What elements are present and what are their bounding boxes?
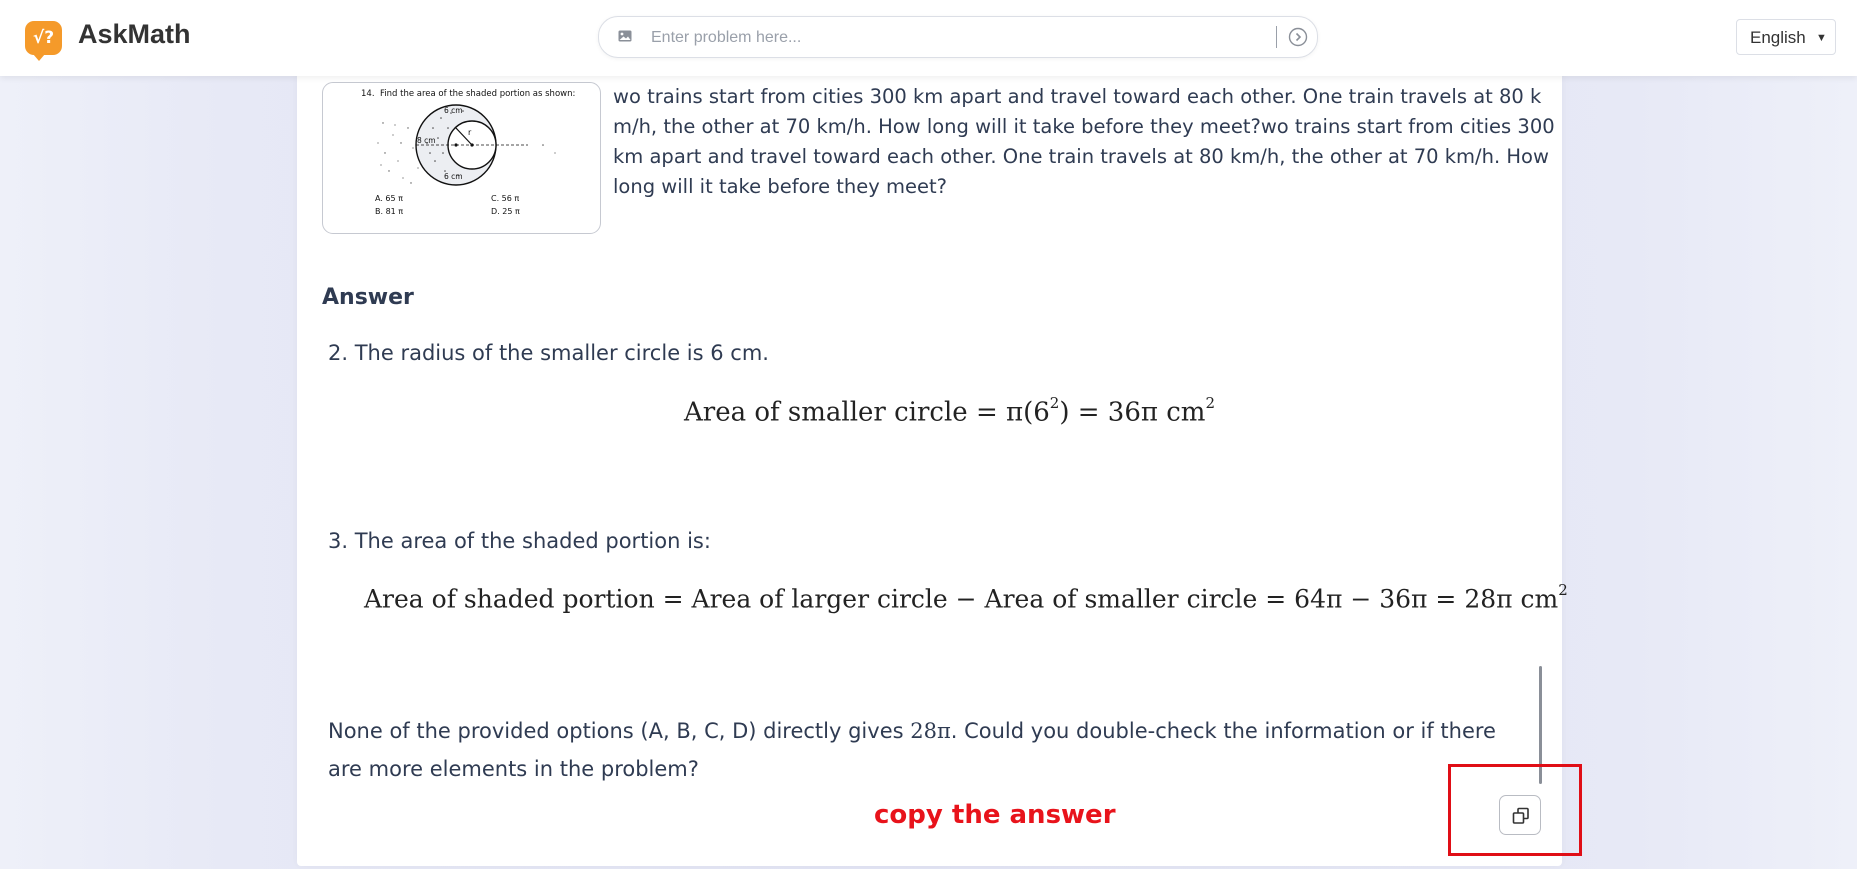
search-bar [598, 16, 1318, 58]
thumb-number: 14. [361, 89, 375, 99]
thumb-dim-left: 8 cm [417, 136, 436, 145]
answer-note: None of the provided options (A, B, C, D) directly gives 28π. Could you double-check the information or if there are more elements in the problem? [328, 719, 1496, 781]
formula-shaded-portion: Area of shaded portion = Area of larger circle − Area of smaller circle = 64π − 36π = 28π $cm^2$ [364, 581, 1568, 614]
logo-icon[interactable]: √? [25, 21, 62, 55]
chevron-down-icon: ▼ [1816, 32, 1827, 44]
formula-smaller-circle: Area of smaller circle = $\pi(6^2) = 36\pi$ $cm^2$ [684, 394, 1215, 428]
answer-step-2: 2. The radius of the smaller circle is 6 cm. [328, 341, 769, 365]
thumb-instruction: Find the area of the shaded portion as shown: [380, 89, 576, 99]
question-text: wo trains start from cities 300 km apart and travel toward each other. One train travels at 80 km/h, the other at 70 km/h. How long will it take before they meet?wo trains start from cities 300 km apart and travel toward each other. One train travels at 80 km/h, the other at 70 km/h. How long will it take before they meet? [613, 85, 1555, 198]
copy-button[interactable] [1499, 795, 1541, 835]
top-header [0, 0, 1857, 76]
language-select[interactable] [1736, 19, 1836, 55]
search-divider [1276, 26, 1277, 48]
thumb-option-b: B. 81 π [375, 207, 404, 216]
thumb-radius-label: r [468, 128, 472, 137]
copy-icon [1511, 806, 1531, 826]
language-label: English [1750, 28, 1806, 47]
thumb-option-a: A. 65 π [375, 194, 403, 203]
problem-input[interactable] [649, 25, 1253, 51]
image-icon[interactable] [618, 30, 632, 42]
thumb-option-d: D. 25 π [491, 207, 520, 216]
answer-heading: Answer [322, 285, 414, 310]
thumb-dim-top: 6 cm [444, 106, 463, 115]
copy-answer-caption: copy the answer [874, 800, 1116, 830]
question-image[interactable] [322, 82, 601, 234]
send-icon[interactable] [1288, 27, 1308, 47]
thumb-dim-bottom: 6 cm [444, 172, 463, 181]
thumb-option-c: C. 56 π [491, 194, 520, 203]
app-title[interactable]: AskMath [78, 19, 191, 49]
answer-step-3: 3. The area of the shaded portion is: [328, 529, 711, 553]
